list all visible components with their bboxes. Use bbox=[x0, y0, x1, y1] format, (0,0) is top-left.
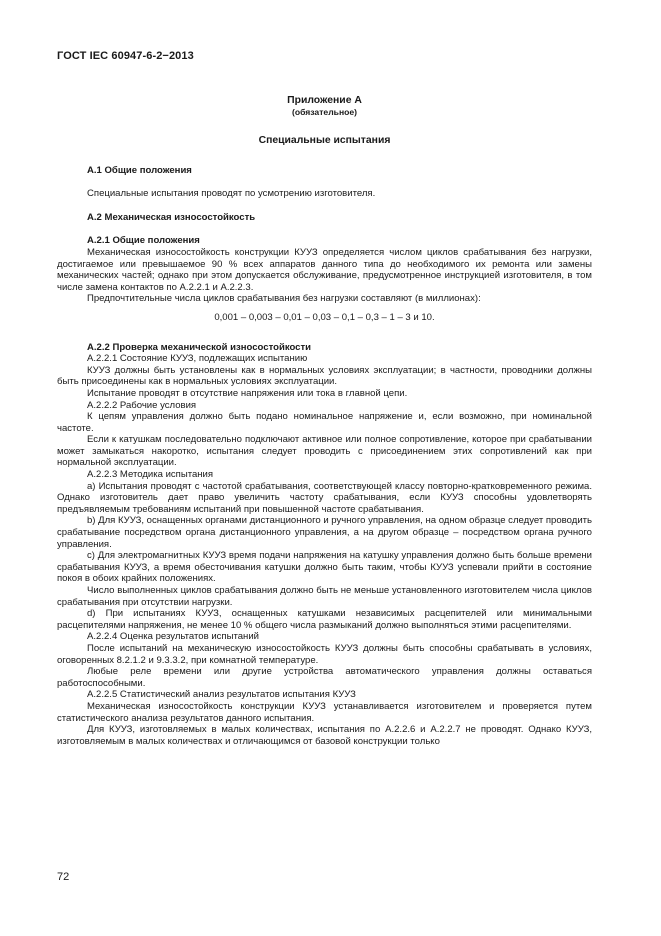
paragraph: Механическая износостойкость конструкции КУУЗ определяется числом циклов срабатывания без нагрузки, достигаемое или превышаемое 90 % всех аппаратов данного типа до необходимого их ремонта или замены механических частей; однако при этом допускается обслуживание, предусмотренное инструкцией изготовителя, в том числе замена контактов по А.2.2.1 и А.2.2.3. bbox=[57, 246, 592, 293]
subsection-heading: А.2.2.4 Оценка результатов испытаний bbox=[87, 631, 259, 643]
paragraph: Предпочтительные числа циклов срабатывания без нагрузки составляют (в миллионах): bbox=[87, 293, 481, 305]
paragraph: После испытаний на механическую износостойкость КУУЗ должны быть способны срабатывать в условиях, оговоренных 8.2.1.2 и 9.3.3.2, при комнатной температуре. bbox=[57, 642, 592, 666]
appendix-title: Приложение А bbox=[287, 95, 362, 106]
paragraph: К цепям управления должно быть подано номинальное напряжение и, если возможно, при номинальной частоте. bbox=[57, 411, 592, 434]
paragraph: Механическая износостойкость конструкции КУУЗ устанавливается изготовителем и проверяется путем статистического анализа результатов данного испытания. bbox=[57, 700, 592, 724]
paragraph: Число выполненных циклов срабатывания должно быть не меньше установленного изготовителем числа циклов срабатывания при отсутствии нагрузки. bbox=[57, 585, 592, 608]
section-a21-heading: А.2.1 Общие положения bbox=[87, 235, 200, 247]
list-item: b) Для КУУЗ, оснащенных органами дистанционного и ручного управления, на одном образце следует проводить срабатывание посредством органа дистанционного управления, а на другом образце – посредством органа ручного управления. bbox=[57, 515, 592, 550]
page-number: 72 bbox=[57, 871, 70, 883]
paragraph: Если к катушкам последовательно подключают активное или полное сопротивление, которое при срабатывании может замыкаться накоротко, испытания следует проводить с присоединением этих сопротивлений как при нормальной эксплуатации. bbox=[57, 434, 592, 469]
subsection-heading: А.2.2.3 Методика испытания bbox=[87, 469, 214, 481]
paragraph: Испытание проводят в отсутствие напряжения или тока в главной цепи. bbox=[87, 387, 408, 399]
subsection-heading: А.2.2.5 Статистический анализ результатов испытания КУУЗ bbox=[87, 689, 356, 701]
page-content bbox=[57, 94, 592, 747]
standard-code: ГОСТ IEC 60947-6-2−2013 bbox=[57, 50, 194, 62]
appendix-heading: Специальные испытания bbox=[258, 135, 391, 146]
cycles-formula: 0,001 – 0,003 – 0,01 – 0,03 – 0,1 – 0,3 – 1 – 3 и 10. bbox=[214, 311, 435, 323]
paragraph: КУУЗ должны быть установлены как в нормальных условиях эксплуатации; в частности, проводники должны быть присоединены как в нормальных условиях эксплуатации. bbox=[57, 364, 592, 388]
section-a1-heading: А.1 Общие положения bbox=[87, 164, 192, 176]
section-a1-text: Специальные испытания проводят по усмотрению изготовителя. bbox=[87, 188, 376, 200]
paragraph: Для КУУЗ, изготовляемых в малых количествах, испытания по А.2.2.6 и А.2.2.7 не проводят. Однако КУУЗ, изготовляемым в малых количествах и отличающимся от базовой конструкции только bbox=[57, 724, 592, 747]
paragraph: Любые реле времени или другие устройства автоматического управления должны оставаться работоспособными. bbox=[57, 666, 592, 689]
appendix-status: (обязательное) bbox=[291, 107, 358, 117]
section-a2-heading: А.2 Механическая износостойкость bbox=[87, 211, 256, 223]
list-item: d) При испытаниях КУУЗ, оснащенных катушками независимых расцепителей или минимальными расцепителями напряжения, не менее 10 % общего числа размыканий должно выполняться этими расцепителями. bbox=[57, 608, 592, 631]
subsection-heading: А.2.2.1 Состояние КУУЗ, подлежащих испытанию bbox=[87, 353, 308, 365]
list-item: c) Для электромагнитных КУУЗ время подачи напряжения на катушку управления должно быть больше времени срабатывания КУУЗ, а время обесточивания катушки должно быть таким, чтобы КУУЗ успевали прийти в состояние покоя в обоих крайних положениях. bbox=[57, 550, 592, 585]
section-a22-heading: А.2.2 Проверка механической износостойкости bbox=[87, 341, 312, 353]
list-item: a) Испытания проводят с частотой срабатывания, соответствующей классу повторно-кратковременного режима. Однако изготовитель дает право увеличить частоту срабатывания, если КУУЗ способны удовлетворять предъявляемым требованиям испытаний при повышенной частоте срабатывания. bbox=[57, 480, 592, 515]
subsection-heading: А.2.2.2 Рабочие условия bbox=[87, 399, 197, 411]
